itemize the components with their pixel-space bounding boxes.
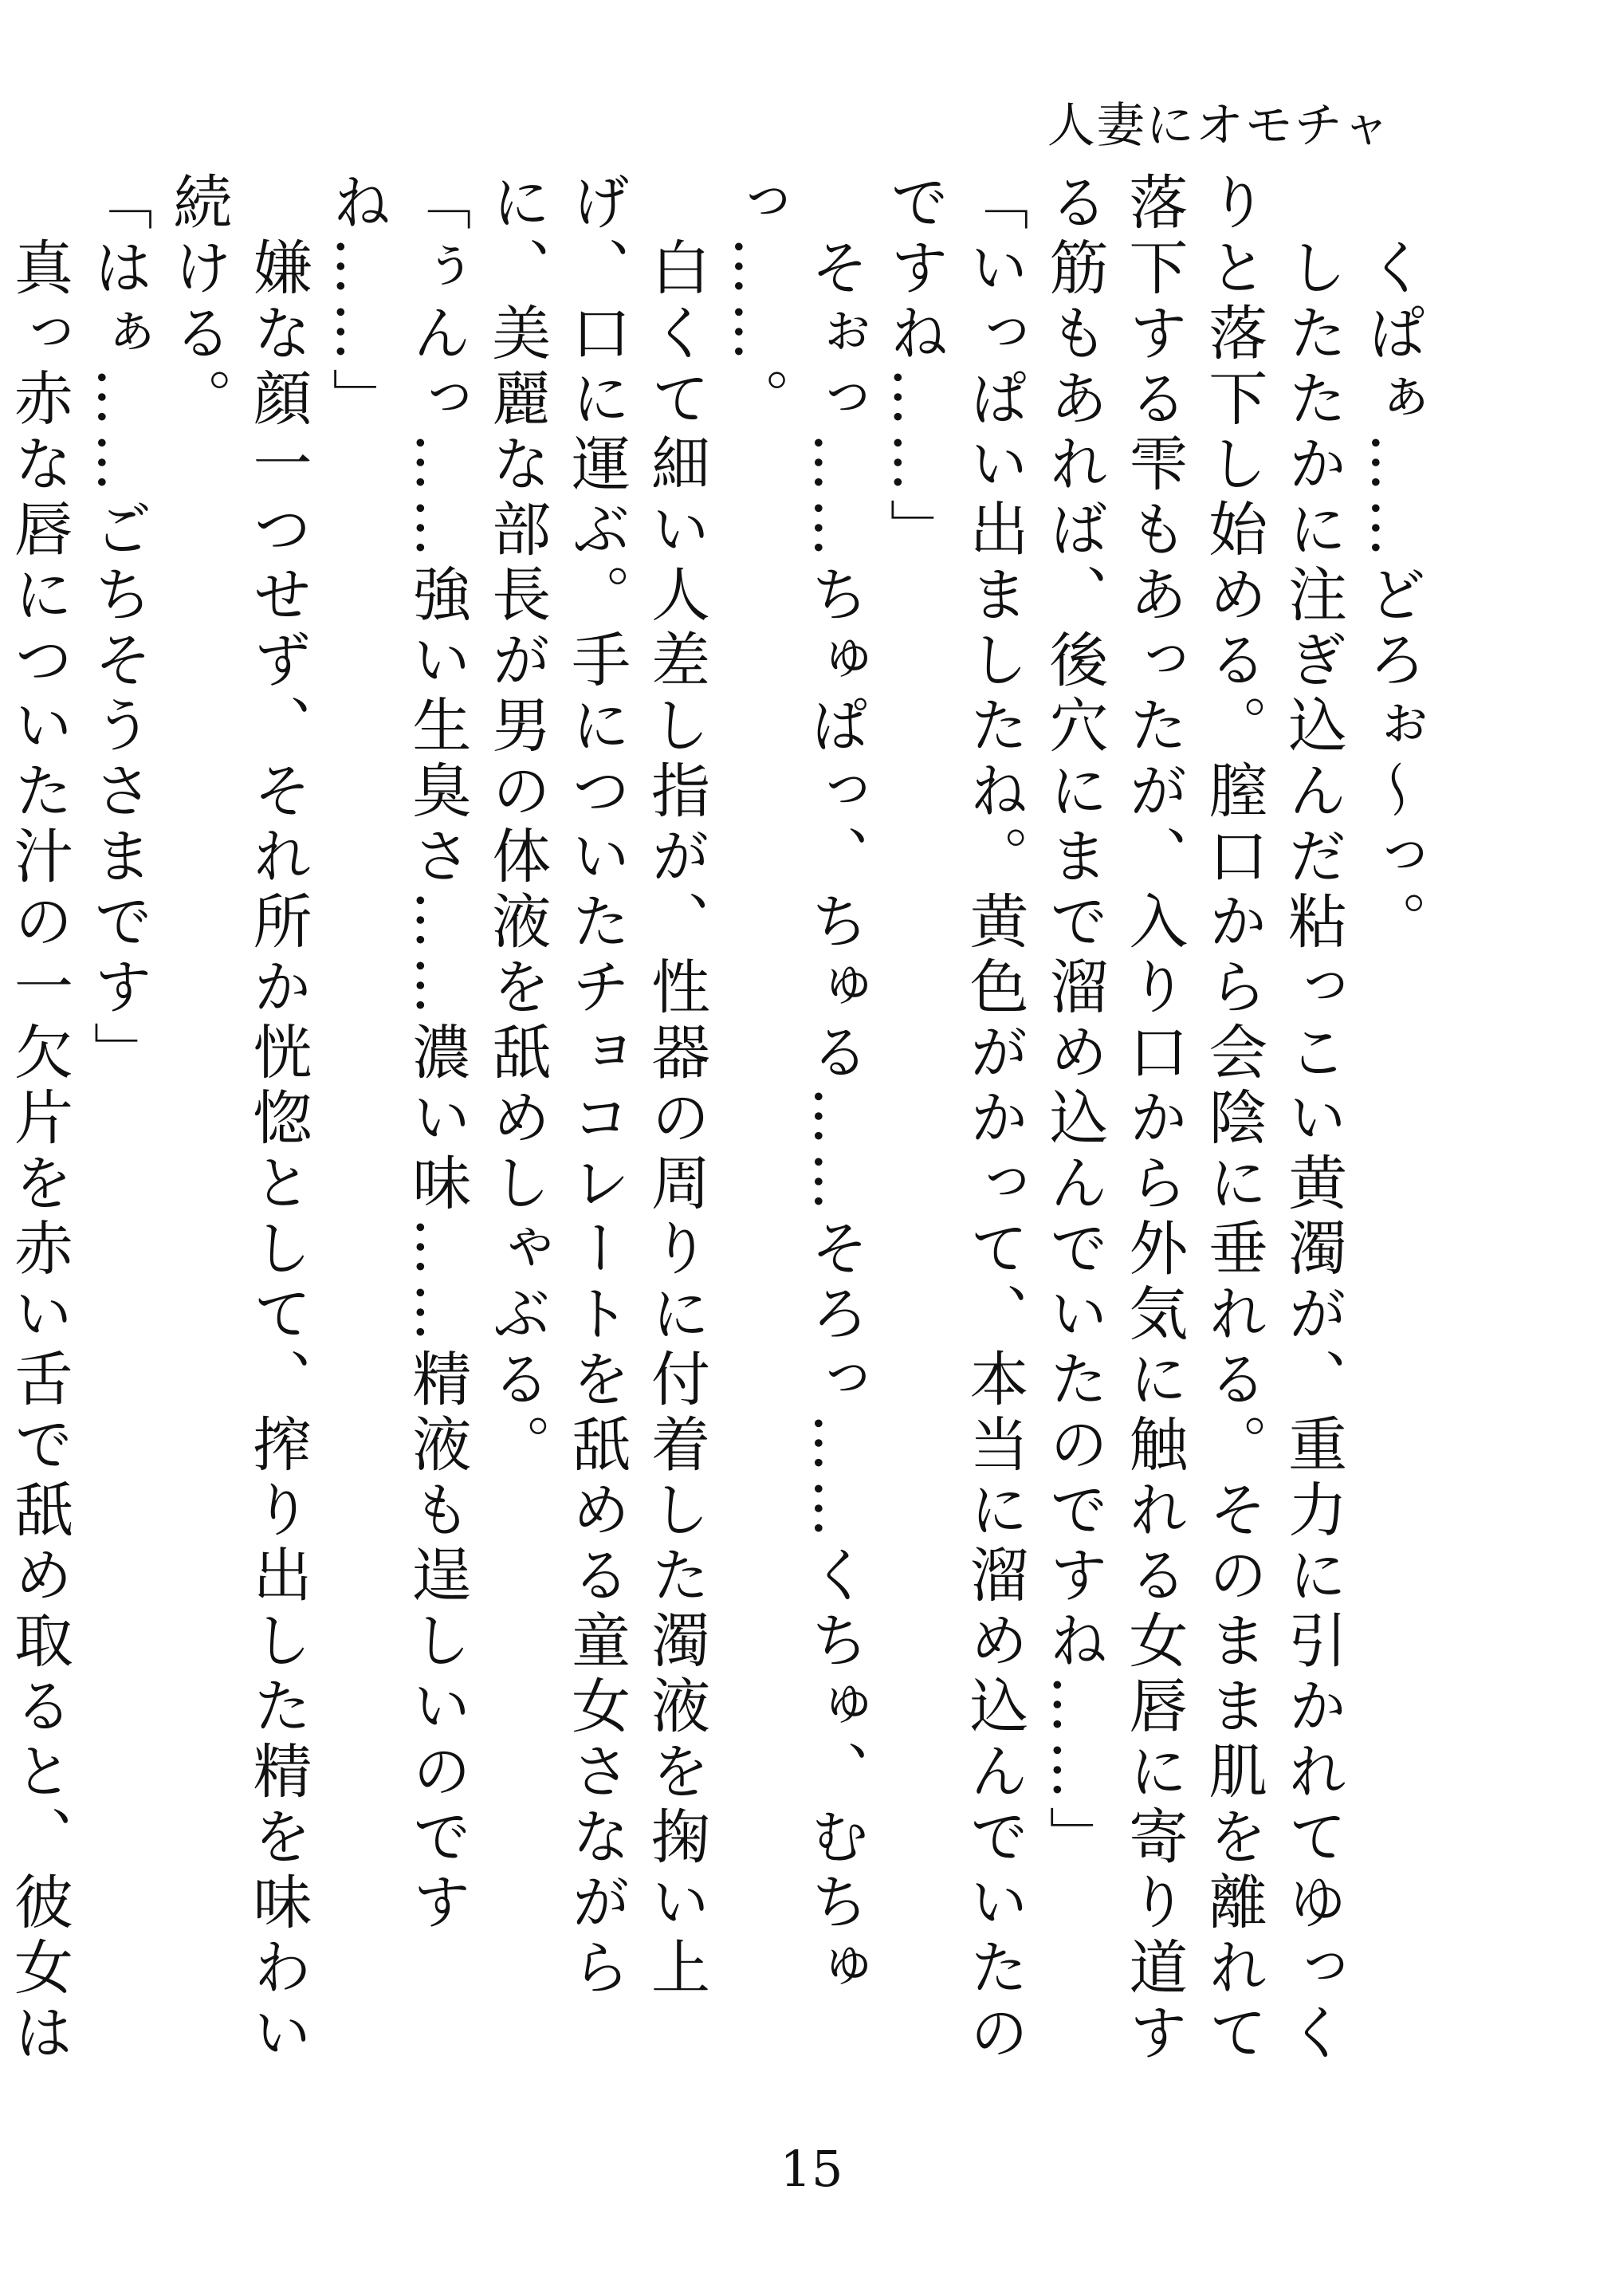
paragraph: したたかに注ぎ込んだ粘っこい黄濁が、重力に引かれてゆっくりと落下し始める。膣口から会陰に垂れる。そのまま肌を離れて落下する雫もあったが、入り口から外気に触れる女唇に寄り道する筋もあれば、後穴にまで溜め込んでいたのですね……」 <box>1039 171 1348 2067</box>
paragraph: 「いっぱい出ましたね。黄色がかって、本当に溜め込んでいたのですね……」 <box>880 171 1029 2067</box>
paragraph: そぉっ……ちゅぱっ、ちゅる……そろっ……くちゅ、むちゅっ……。 <box>721 171 870 2002</box>
paragraph: くぱぁ……どろぉ〜っ。 <box>1358 171 1427 956</box>
paragraph: 真っ赤な唇についた汁の一欠片を赤い舌で舐め取ると、彼女は <box>4 237 73 2067</box>
running-title: 人妻にオモチャ <box>1047 98 1392 154</box>
paragraph: 「ぅんっ……強い生臭さ……濃い味……精液も逞しいのですね……」 <box>323 171 472 1936</box>
paragraph: 「はぁ……ごちそうさまです」 <box>84 171 153 1087</box>
body-text <box>4 171 1432 2085</box>
page-number: 15 <box>780 2140 843 2198</box>
paragraph: 嫌な顔一つせず、それ所か恍惚として、搾り出した精を味わい続ける。 <box>163 171 312 2067</box>
paragraph: 白くて細い人差し指が、性器の周りに付着した濁液を掬い上げ、口に運ぶ。手についたチョコレートを舐める童女さながらに、美麗な部長が男の体液を舐めしゃぶる。 <box>482 171 710 2002</box>
